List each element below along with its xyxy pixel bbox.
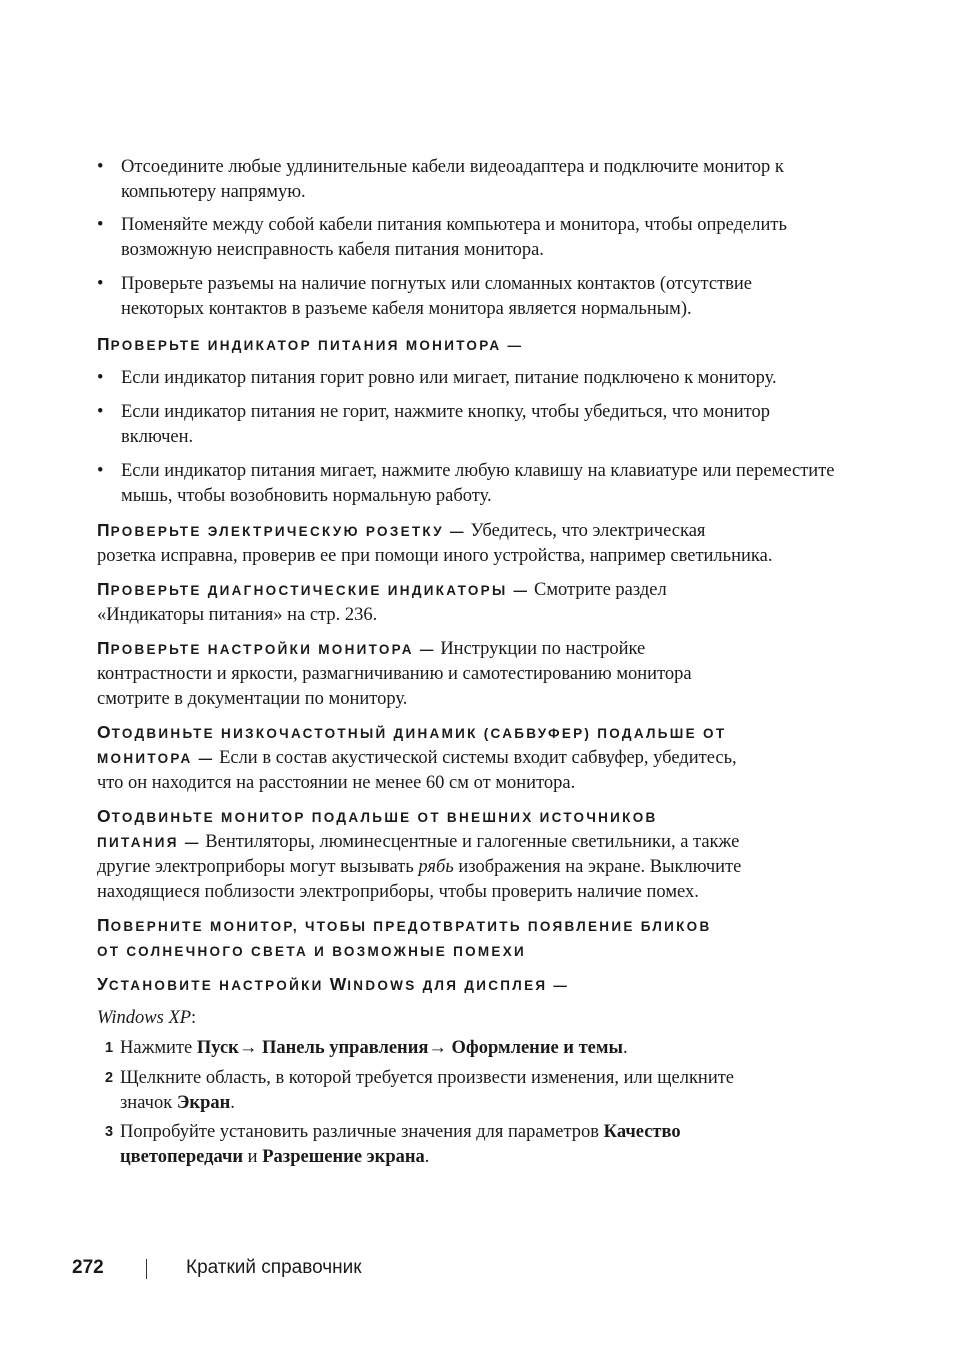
section-heading: ОТОДВИНЬТЕ МОНИТОР ПОДАЛЬШЕ ОТ ВНЕШНИХ ИСТОЧНИКОВ <box>97 806 658 826</box>
section-body-text: смотрите в документации по монитору. <box>97 689 408 709</box>
list-item-text: Если индикатор питания не горит, нажмите кнопку, чтобы убедиться, что монитор включен. <box>121 402 771 447</box>
footer-divider <box>146 1259 147 1279</box>
step-text: Щелкните область, в которой требуется произвести изменения, или щелкните значок Экран. <box>120 1068 735 1113</box>
bullet-icon: • <box>97 157 104 177</box>
list-item-text: Если индикатор питания мигает, нажмите любую клавишу на клавиатуре или переместите мышь, чтобы возобновить нормальную работу. <box>121 461 835 506</box>
section-body-text: «Индикаторы питания» на стр. 236. <box>97 605 378 625</box>
footer-title: Краткий справочник <box>186 1257 362 1278</box>
section-heading: МОНИТОРА — <box>97 751 215 766</box>
list-item-text: Поменяйте между собой кабели питания компьютера и монитора, чтобы определить возможную неисправность кабеля питания монитора. <box>121 215 787 260</box>
section-subwoofer <box>97 720 832 796</box>
section-body-text: розетка исправна, проверив ее при помощи иного устройства, например светильника. <box>97 546 773 566</box>
section-heading-power-indicator: ПРОВЕРЬТЕ ИНДИКАТОР ПИТАНИЯ МОНИТОРА — <box>97 334 524 354</box>
section-heading: РОВЕРЬТЕ ЭЛЕКТРИЧЕСКУЮ РОЗЕТКУ — <box>110 524 466 539</box>
section-body-text: Вентиляторы, люминесцентные и галогенные светильники, а также <box>205 832 740 852</box>
step-number: 2 <box>105 1070 114 1086</box>
section-diagnostic-indicators: ПРОВЕРЬТЕ ДИАГНОСТИЧЕСКИЕ ИНДИКАТОРЫ — Смотрите раздел «Индикаторы питания» на стр. 236. <box>97 577 832 628</box>
bullet-icon: • <box>97 215 104 235</box>
step-number: 1 <box>105 1040 114 1056</box>
section-body-text: что он находится на расстоянии не менее 60 см от монитора. <box>97 773 576 793</box>
section-monitor-settings: ПРОВЕРЬТЕ НАСТРОЙКИ МОНИТОРА — Инструкции по настройке контрастности и яркости, размагничиванию и самотестированию монитора смотрите в документации по монитору. <box>97 636 832 712</box>
bullet-icon: • <box>97 402 104 422</box>
step-number: 3 <box>105 1124 114 1140</box>
section-heading: РОВЕРЬТЕ ДИАГНОСТИЧЕСКИЕ ИНДИКАТОРЫ — <box>110 583 530 598</box>
section-heading: ПИТАНИЯ — <box>97 835 201 850</box>
section-external-sources <box>97 804 832 905</box>
section-body-text: другие электроприборы могут вызывать рябь изображения на экране. Выключите <box>97 857 742 877</box>
section-rotate-monitor <box>97 913 832 964</box>
section-heading-windows-settings: УСТАНОВИТЕ НАСТРОЙКИ WINDOWS ДЛЯ ДИСПЛЕЯ — <box>97 974 570 994</box>
section-electrical-outlet: ПРОВЕРЬТЕ ЭЛЕКТРИЧЕСКУЮ РОЗЕТКУ — Убедитесь, что электрическая розетка исправна, проверив ее при помощи иного устройства, например светильника. <box>97 518 832 569</box>
section-body-text: контрастности и яркости, размагничиванию и самотестированию монитора <box>97 664 692 684</box>
section-heading: ОТОДВИНЬТЕ НИЗКОЧАСТОТНЫЙ ДИНАМИК (САБВУФЕР) ПОДАЛЬШЕ ОТ <box>97 722 727 742</box>
section-heading: ПОВЕРНИТЕ МОНИТОР, ЧТОБЫ ПРЕДОТВРАТИТЬ ПОЯВЛЕНИЕ БЛИКОВ <box>97 915 712 935</box>
page-footer <box>0 1257 954 1287</box>
os-label: Windows XP: <box>97 1008 197 1028</box>
bullet-icon: • <box>97 461 104 481</box>
section-body-text: Убедитесь, что электрическая <box>470 521 706 541</box>
section-body-text: Если в состав акустической системы входит сабвуфер, убедитесь, <box>219 748 737 768</box>
bullet-icon: • <box>97 274 104 294</box>
bullet-icon: • <box>97 368 104 388</box>
step-text: Нажмите Пуск→ Панель управления→ Оформление и темы. <box>120 1038 628 1058</box>
section-body-text: Инструкции по настройке <box>440 639 646 659</box>
list-item-text: Проверьте разъемы на наличие погнутых или сломанных контактов (отсутствие некоторых контактов в разъеме кабеля монитора является нормальным). <box>121 274 753 319</box>
arrow-icon: → <box>428 1038 447 1058</box>
section-body-text: Смотрите раздел <box>533 580 667 600</box>
arrow-icon: → <box>238 1038 258 1058</box>
section-heading: РОВЕРЬТЕ НАСТРОЙКИ МОНИТОРА — <box>110 642 436 657</box>
page-number: 272 <box>72 1257 104 1278</box>
section-heading: ОТ СОЛНЕЧНОГО СВЕТА И ВОЗМОЖНЫЕ ПОМЕХИ <box>97 944 527 959</box>
list-item-text: Отсоедините любые удлинительные кабели видеоадаптера и подключите монитор к компьютеру напрямую. <box>121 157 784 202</box>
step-text: Попробуйте установить различные значения для параметров Качество цветопередачи и Разрешение экрана. <box>120 1122 681 1167</box>
list-item-text: Если индикатор питания горит ровно или мигает, питание подключено к монитору. <box>121 368 777 388</box>
section-body-text: находящиеся поблизости электроприборы, чтобы проверить наличие помех. <box>97 882 699 902</box>
